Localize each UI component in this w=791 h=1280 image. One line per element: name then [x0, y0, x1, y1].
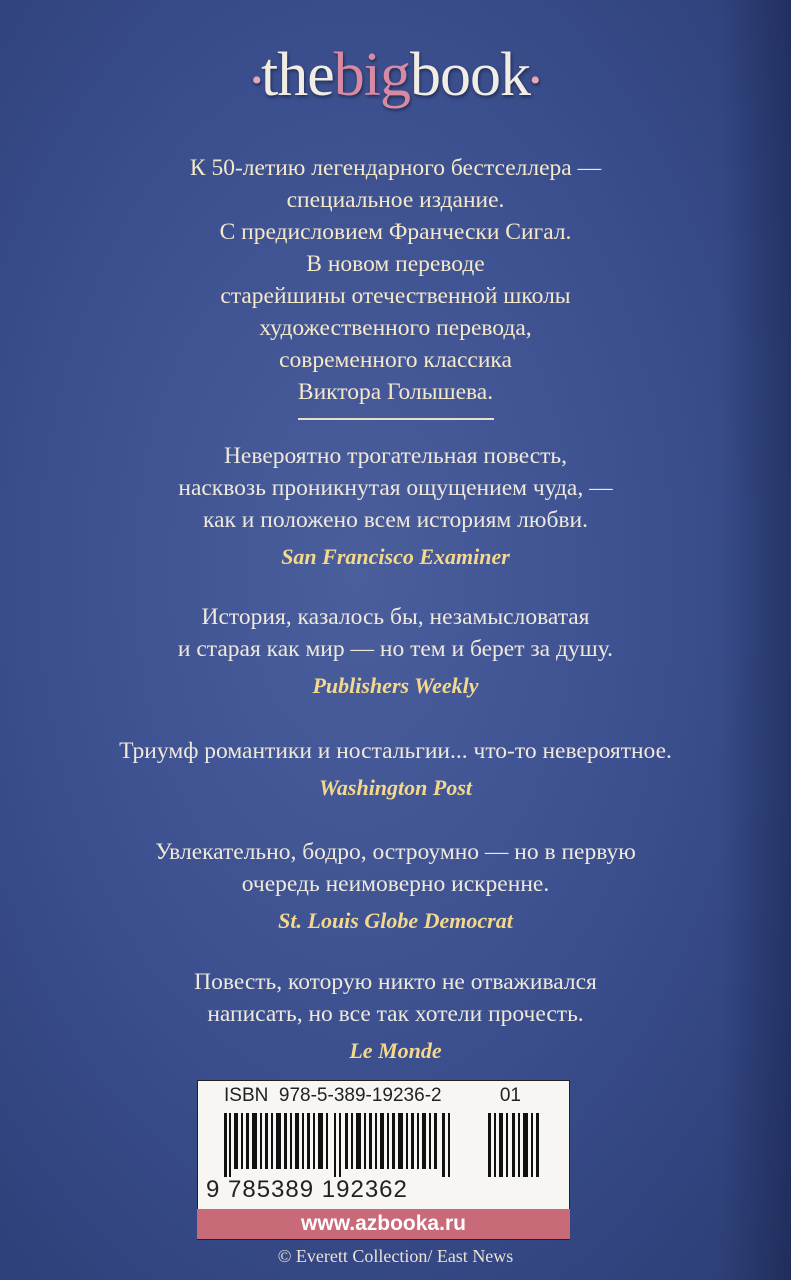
- barcode-digits: 9 785389 192362: [206, 1176, 408, 1203]
- intro-line: старейшины отечественной школы: [220, 283, 571, 309]
- quote-line: и старая как мир — но тем и берет за душу.: [177, 636, 614, 662]
- logo-dot-right: •: [529, 63, 540, 97]
- quote-line: насквозь проникнутая ощущением чуда, —: [178, 475, 613, 501]
- review-quote: [0, 836, 791, 936]
- divider: [298, 418, 494, 420]
- photo-credit: © Everett Collection/ East News: [277, 1246, 514, 1266]
- quote-source: St. Louis Globe Democrat: [278, 908, 513, 933]
- review-quote: [0, 966, 791, 1066]
- logo-big: big: [333, 41, 410, 109]
- review-quote: [0, 601, 791, 701]
- barcode-addon: 01: [499, 1085, 521, 1106]
- intro-line: Виктора Голышева.: [297, 379, 494, 405]
- review-quote: [0, 735, 791, 803]
- intro-line: В новом переводе: [306, 251, 485, 277]
- quote-line: Увлекательно, бодро, остроумно — но в первую: [155, 839, 636, 865]
- quote-source: Publishers Weekly: [312, 673, 479, 698]
- edition-description: [0, 152, 791, 408]
- barcode-addon-bars-icon: [488, 1113, 548, 1177]
- quote-source: Le Monde: [349, 1038, 442, 1063]
- quote-line: очередь неимоверно искренне.: [241, 871, 550, 897]
- publisher-website: www.azbooka.ru: [197, 1209, 570, 1239]
- quote-line: Невероятно трогательная повесть,: [223, 443, 568, 469]
- quote-line: написать, но все так хотели прочесть.: [207, 1001, 584, 1027]
- quote-line: Повесть, которую никто не отваживался: [194, 969, 597, 995]
- intro-line: современного классика: [279, 347, 512, 373]
- logo-dot-left: •: [251, 63, 261, 97]
- quote-line: История, казалось бы, незамысловатая: [201, 604, 590, 630]
- intro-line: С предисловием Франчески Сигал.: [219, 219, 572, 245]
- publisher-logo: [0, 30, 791, 126]
- logo-book: book: [409, 41, 530, 109]
- barcode-bars-icon: [224, 1113, 464, 1177]
- review-quote: [0, 440, 791, 572]
- intro-line: К 50-летию легендарного бестселлера —: [189, 155, 602, 181]
- quote-line: Триумф романтики и ностальгии... что-то невероятное.: [119, 738, 672, 764]
- isbn-number: ISBN 978-5-389-19236-2: [224, 1085, 442, 1106]
- quote-source: San Francisco Examiner: [281, 544, 510, 569]
- logo-the: the: [261, 41, 334, 109]
- quote-line: как и положено всем историям любви.: [203, 507, 588, 533]
- intro-line: специальное издание.: [286, 187, 505, 213]
- intro-line: художественного перевода,: [259, 315, 532, 341]
- quote-source: Washington Post: [318, 775, 473, 800]
